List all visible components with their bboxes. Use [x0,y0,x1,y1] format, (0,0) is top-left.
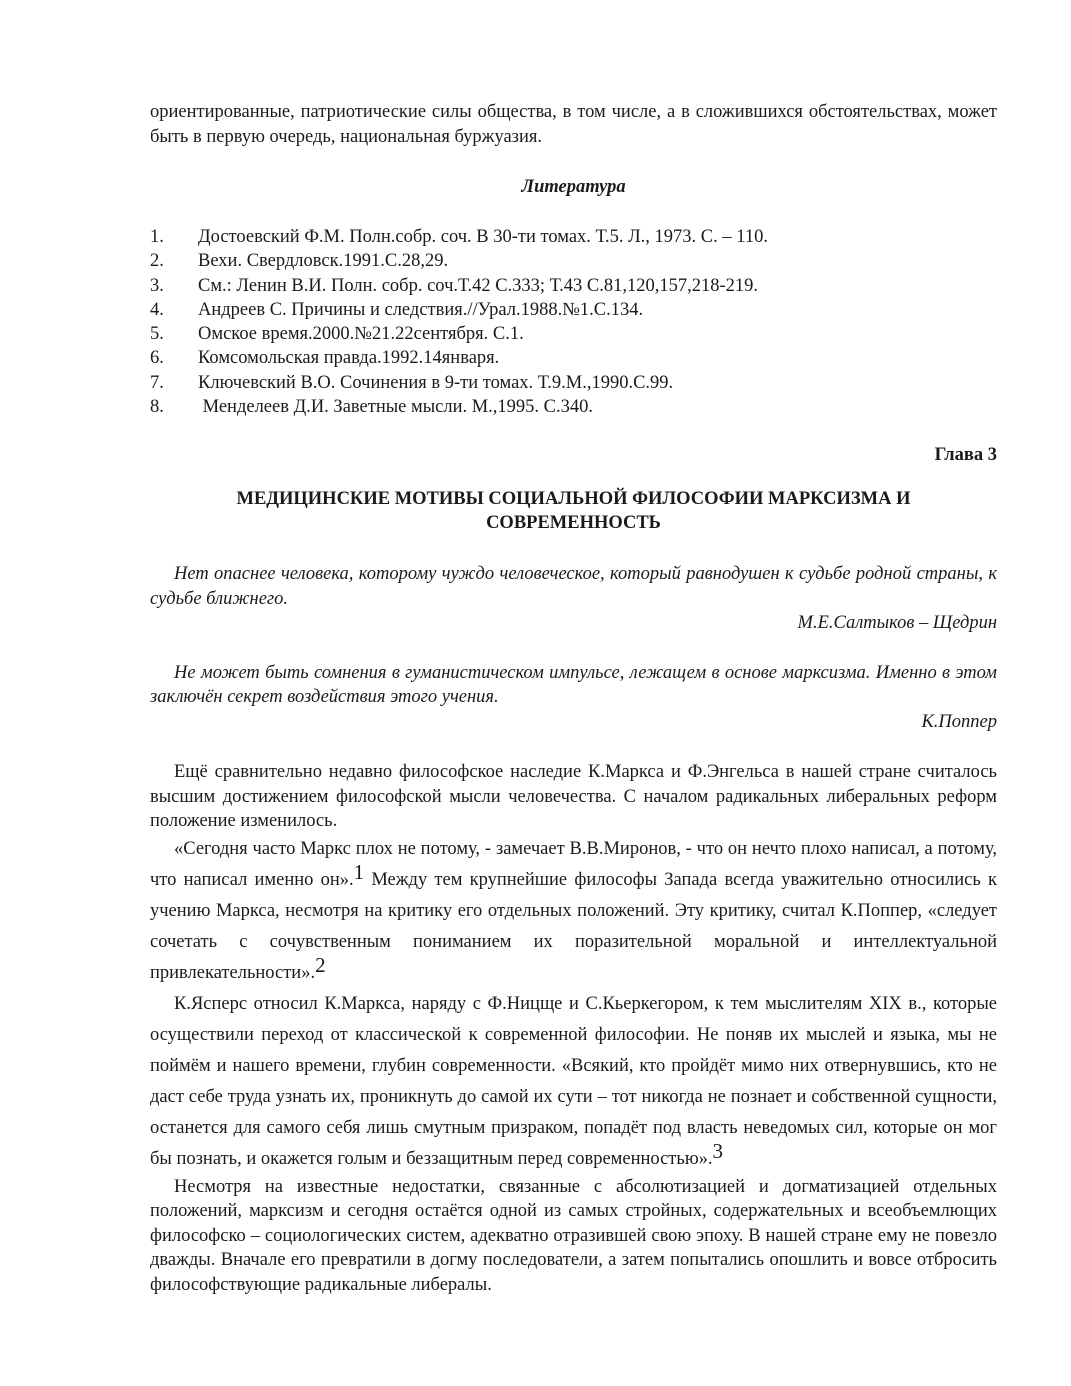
body-paragraph: Несмотря на известные недостатки, связанные с абсолютизацией и догматизацией отдельных положений, марксизм и сегодня остаётся одной из самых стройных, содержательных и всеобъемлющих философско – социологических систем, адекватно отразившей свою эпоху. В нашей стране ему не повезло дважды. Вначале его превратили в догму последователи, а затем попытались опошлить и вовсе отбросить философствующие радикальные либералы. [150,1176,997,1295]
paragraph-text: К.Ясперс относил К.Маркса, наряду с Ф.Ницще и С.Кьеркегором, к тем мыслителям XIX в., которые осуществили переход от классической к современной философии. Не поняв их мыслей и языка, мы не поймём и нашего времени, глубин современности. «Всякий, кто пройдёт мимо них отвернувшись, кто не даст себе труда узнать их, проникнуть до самой их сути – тот никогда не познает и собственной сущности, останется для самого себя лишь смутным призраком, попадёт под власть неведомых сил, которые он мог бы познать, и окажется голым и беззащитным перед современностью». [150,993,997,1169]
reference-text: Достоевский Ф.М. Полн.собр. соч. В 30-ти томах. Т.5. Л., 1973. С. – 110. [198,227,768,247]
intro-paragraph: ориентированные, патриотические силы общества, в том числе, а в сложившихся обстоятельствах, может быть в первую очередь, национальная буржуазия. [150,102,997,147]
reference-text: Андреев С. Причины и следствия.//Урал.1988.№1.С.134. [198,299,644,320]
reference-number: 7. [150,372,164,393]
body-paragraph [150,834,997,989]
chapter-title: МЕДИЦИНСКИЕ МОТИВЫ СОЦИАЛЬНОЙ ФИЛОСОФИИ МАРКСИЗМА И СОВРЕМЕННОСТЬ [236,489,911,534]
body-paragraph: Ещё сравнительно недавно философское наследие К.Маркса и Ф.Энгельса в нашей стране считалось высшим достижением философской мысли человечества. С началом радикальных либеральных реформ положение изменилось. [150,762,997,832]
reference-item [150,274,997,298]
chapter-label: Глава 3 [934,445,997,466]
reference-item [150,322,997,346]
reference-item [150,346,997,370]
epigraph-text: Нет опаснее человека, которому чуждо человеческое, который равнодушен к судьбе родной страны, к судьбе ближнего. [150,564,997,609]
literature-heading: Литература [521,177,626,197]
reference-item [150,395,997,419]
paragraph-text: «Сегодня часто Маркс плох не потому, - замечает В.В.Миронов, - что он нечто плохо написал, а потому, что написал именно он». [150,838,997,890]
reference-number: 4. [150,299,164,320]
epigraph-author: М.Е.Салтыков – Щедрин [797,613,997,634]
reference-number: 1. [150,227,164,247]
reference-number: 6. [150,348,164,369]
reference-item [150,225,997,249]
reference-item [150,298,997,322]
epigraph-author: К.Поппер [921,711,997,732]
reference-text: Менделеев Д.И. Заветные мысли. М.,1995. С.340. [198,397,594,418]
footnote-marker[interactable]: 1 [353,859,365,884]
reference-text: Ключевский В.О. Сочинения в 9-ти томах. Т.9.М.,1990.С.99. [198,372,674,393]
reference-number: 3. [150,275,164,296]
document-page [150,100,997,1297]
reference-item [150,249,997,273]
footnote-marker[interactable]: 2 [315,952,326,977]
reference-text: Вехи. Свердловск.1991.С.28,29. [198,251,449,272]
epigraph-text: Не может быть сомнения в гуманистическом импульсе, лежащем в основе марксизма. Именно в этом заключён секрет воздействия этого учения. [150,662,997,708]
reference-text: Омское время.2000.№21.22сентября. С.1. [198,324,524,345]
footnote-marker[interactable]: 3 [712,1138,724,1163]
reference-text: См.: Ленин В.И. Полн. собр. соч.Т.42 С.333; Т.43 С.81,120,157,218-219. [198,275,759,296]
body-paragraph [150,989,997,1175]
reference-number: 2. [150,251,164,272]
reference-text: Комсомольская правда.1992.14января. [198,348,500,369]
reference-number: 5. [150,324,164,345]
reference-list [150,225,997,419]
reference-number: 8. [150,397,164,418]
paragraph-text: Между тем крупнейшие философы Запада всегда уважительно относились к учению Маркса, несмотря на критику его отдельных положений. Эту критику, считал К.Поппер, «следует сочетать с сочувственным пониманием их поразительной моральной и интеллектуальной привлекательности». [150,869,997,983]
reference-item [150,371,997,395]
